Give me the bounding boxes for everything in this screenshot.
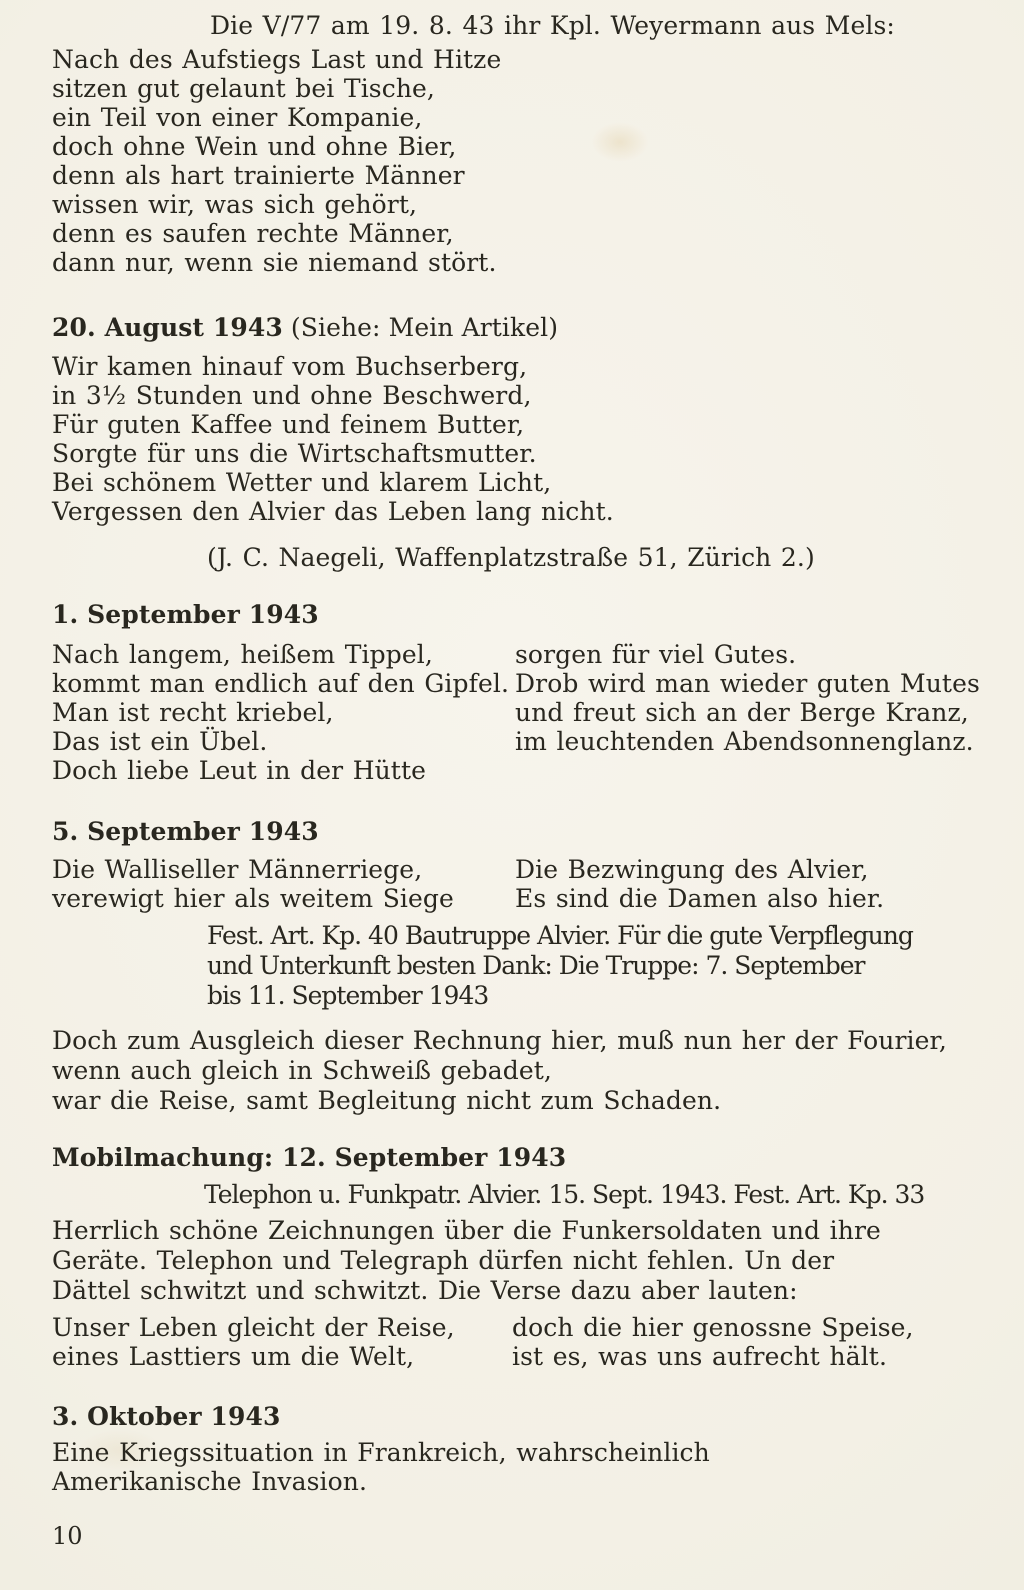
attribution-naegeli: (J. C. Naegeli, Waffenplatzstraße 51, Zürich 2.) — [207, 543, 815, 572]
verse-lasttier-left-column — [52, 1313, 455, 1371]
text-line: wissen wir, was sich gehört, — [52, 190, 418, 219]
note-telephon-funkpatr: Telephon u. Funkpatr. Alvier. 15. Sept. 1943. Fest. Art. Kp. 33 — [204, 1180, 925, 1209]
text-line: Doch zum Ausgleich dieser Rechnung hier, muß nun her der Fourier, — [52, 1026, 947, 1055]
heading-20-august-1943 — [52, 313, 558, 342]
text-line: kommt man endlich auf den Gipfel. — [52, 669, 510, 698]
text-line: ein Teil von einer Kompanie, — [52, 103, 423, 132]
text-line: Sorgte für uns die Wirtschaftsmutter. — [52, 439, 537, 468]
text-line: ist es, was uns aufrecht hält. — [512, 1342, 887, 1371]
text-line: verewigt hier als weitem Siege — [52, 884, 454, 913]
text-line: Es sind die Damen also hier. — [515, 884, 885, 913]
heading-5-september-1943: 5. September 1943 — [52, 817, 319, 846]
text-line: bis 11. September 1943 — [207, 981, 489, 1010]
text-line: doch die hier genossne Speise, — [512, 1313, 914, 1342]
text-line: sorgen für viel Gutes. — [515, 640, 797, 669]
poem-buchserberg — [52, 352, 614, 526]
text-line: Bei schönem Wetter und klarem Licht, — [52, 468, 552, 497]
text-line: in 3½ Stunden und ohne Beschwerd, — [52, 381, 532, 410]
text-line: Man ist recht kriebel, — [52, 698, 334, 727]
text-line: eines Lasttiers um die Welt, — [52, 1342, 415, 1371]
note-fest-art-kp40 — [207, 921, 913, 1011]
heading-mobilmachung-12-september-1943: Mobilmachung: 12. September 1943 — [52, 1143, 567, 1172]
verse-sep1-right-column — [515, 640, 980, 756]
heading-date-bold: 20. August 1943 — [52, 313, 283, 342]
text-line: doch ohne Wein und ohne Bier, — [52, 132, 457, 161]
text-line: war die Reise, samt Begleitung nicht zum Schaden. — [52, 1086, 722, 1115]
page-number: 10 — [52, 1522, 83, 1550]
heading-1-september-1943: 1. September 1943 — [52, 600, 319, 629]
heading-3-oktober-1943: 3. Oktober 1943 — [52, 1402, 281, 1431]
text-line: Nach langem, heißem Tippel, — [52, 640, 433, 669]
text-line: denn es saufen rechte Männer, — [52, 219, 454, 248]
text-line: Drob wird man wieder guten Mutes — [515, 669, 980, 698]
verse-sep5-right-column — [515, 855, 884, 913]
poem-weyermann — [52, 45, 501, 277]
verse-sep5-left-column — [52, 855, 454, 913]
text-line: Doch liebe Leut in der Hütte — [52, 756, 426, 785]
text-line: denn als hart trainierte Männer — [52, 161, 465, 190]
verse-lasttier-right-column — [512, 1313, 914, 1371]
heading-note: (Siehe: Mein Artikel) — [282, 313, 559, 342]
text-line: Für guten Kaffee und feinem Butter, — [52, 410, 525, 439]
text-line: dann nur, wenn sie niemand stört. — [52, 248, 497, 277]
text-line: Unser Leben gleicht der Reise, — [52, 1313, 455, 1342]
text-line: im leuchtenden Abendsonnenglanz. — [515, 727, 974, 756]
dedication-line: Die V/77 am 19. 8. 43 ihr Kpl. Weyermann aus Mels: — [210, 11, 895, 40]
text-line: sitzen gut gelaunt bei Tische, — [52, 74, 435, 103]
para-kriegssituation — [52, 1438, 710, 1496]
text-line: Die Bezwingung des Alvier, — [515, 855, 869, 884]
text-line: Fest. Art. Kp. 40 Bautruppe Alvier. Für die gute Verpflegung — [207, 921, 913, 950]
para-funkersoldaten — [52, 1216, 881, 1306]
text-line: und Unterkunft besten Dank: Die Truppe: 7. September — [207, 951, 865, 980]
text-line: Amerikanische Invasion. — [52, 1467, 368, 1496]
verse-sep1-left-column — [52, 640, 509, 785]
text-line: Das ist ein Übel. — [52, 727, 268, 756]
text-line: Die Walliseller Männerriege, — [52, 855, 423, 884]
text-line: Vergessen den Alvier das Leben lang nicht. — [52, 497, 614, 526]
text-line: wenn auch gleich in Schweiß gebadet, — [52, 1056, 552, 1085]
para-fourier — [52, 1026, 947, 1116]
text-line: Herrlich schöne Zeichnungen über die Funkersoldaten und ihre — [52, 1216, 881, 1245]
text-line: Eine Kriegssituation in Frankreich, wahrscheinlich — [52, 1438, 710, 1467]
text-line: Wir kamen hinauf vom Buchserberg, — [52, 352, 528, 381]
text-line: Geräte. Telephon und Telegraph dürfen nicht fehlen. Un der — [52, 1246, 835, 1275]
text-line: Nach des Aufstiegs Last und Hitze — [52, 45, 502, 74]
text-line: und freut sich an der Berge Kranz, — [515, 698, 969, 727]
text-line: Dättel schwitzt und schwitzt. Die Verse dazu aber lauten: — [52, 1276, 798, 1305]
